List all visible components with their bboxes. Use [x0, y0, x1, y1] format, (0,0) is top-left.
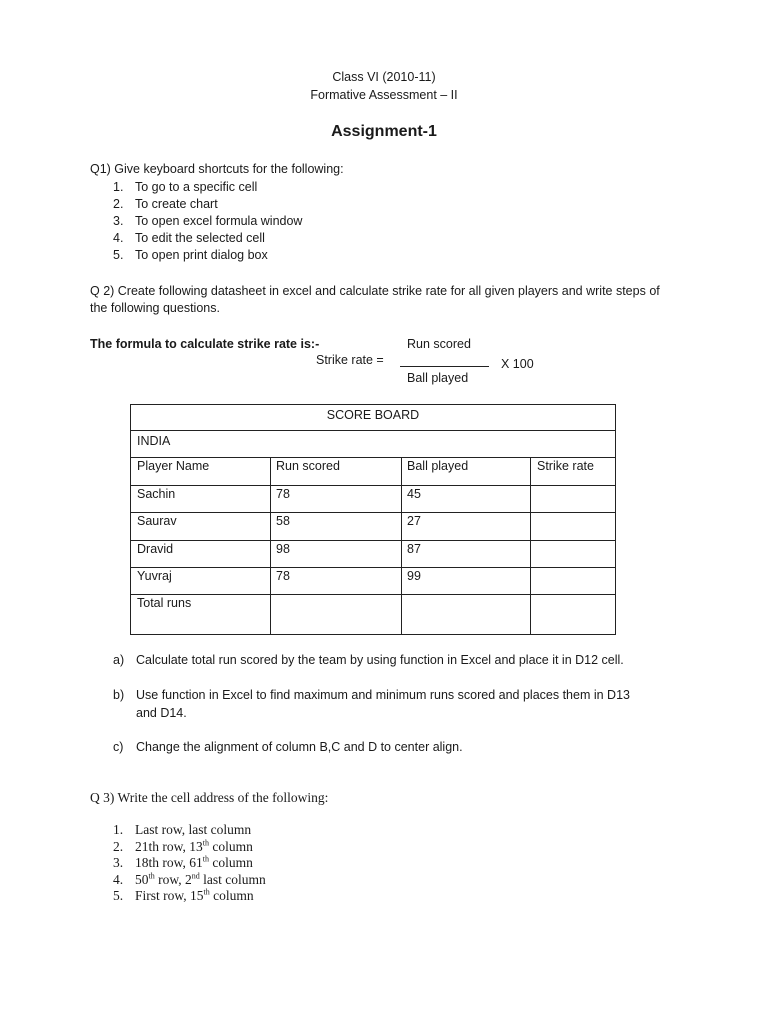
- formula-intro: The formula to calculate strike rate is:-: [90, 337, 320, 351]
- task-b-text-line-2: and D14.: [136, 706, 187, 720]
- column-header: Player Name: [137, 459, 210, 473]
- q3-item: [113, 822, 251, 838]
- table-rule: [530, 457, 531, 634]
- q3-item-text: 18th row, 61: [135, 855, 203, 870]
- table-rule: [131, 594, 615, 595]
- q3-item-number: 1.: [113, 822, 124, 837]
- table-rule: [131, 485, 615, 486]
- formula-multiplier: X 100: [501, 357, 534, 371]
- q1-item-number: 5.: [113, 248, 124, 262]
- table-cell: 78: [276, 487, 290, 501]
- formula-denominator: Ball played: [407, 371, 469, 385]
- table-cell: 99: [407, 569, 421, 583]
- q3-item-text: 50: [135, 872, 149, 887]
- table-cell: 58: [276, 514, 290, 528]
- q1-item-number: 4.: [113, 231, 124, 245]
- q3-item: [113, 839, 253, 855]
- q3-item: [113, 855, 253, 871]
- q1-item-text: To create chart: [135, 197, 218, 211]
- q3-item-text: column: [208, 839, 253, 854]
- table-rule: [401, 457, 402, 634]
- q1-item-number: 2.: [113, 197, 124, 211]
- q1-item: [113, 231, 265, 245]
- table-cell: Sachin: [137, 487, 176, 501]
- formula-numerator: Run scored: [407, 337, 471, 351]
- table-rule: [131, 567, 615, 568]
- q3-item-superscript: nd: [191, 871, 200, 881]
- table-cell: 87: [407, 542, 421, 556]
- q1-item-text: To edit the selected cell: [135, 231, 265, 245]
- task-a-label: a): [113, 653, 125, 667]
- q1-item-text: To open print dialog box: [135, 248, 268, 262]
- table-rule: [270, 457, 271, 634]
- q1-item: [113, 180, 257, 194]
- class-line: Class VI (2010-11): [332, 70, 436, 84]
- fraction-bar: [400, 366, 489, 367]
- q3-item-superscript: th: [203, 887, 210, 897]
- strike-rate-label: Strike rate =: [316, 353, 384, 367]
- q3-item-number: 4.: [113, 872, 124, 887]
- table-rule: [131, 512, 615, 513]
- q3-item-number: 3.: [113, 855, 124, 870]
- q3-item-superscript: th: [202, 838, 209, 848]
- table-cell: Yuvraj: [137, 569, 172, 583]
- q1-item-text: To go to a specific cell: [135, 180, 258, 194]
- q3-item-number: 5.: [113, 888, 124, 903]
- q3-item-superscript: th: [202, 854, 209, 864]
- table-cell: 78: [276, 569, 290, 583]
- table-rule: [131, 457, 615, 458]
- q3-item-text: last column: [199, 872, 266, 887]
- column-header: Strike rate: [537, 459, 594, 473]
- total-runs-label: Total runs: [137, 596, 192, 610]
- q3-item-text: column: [208, 855, 253, 870]
- q1-item-number: 3.: [113, 214, 124, 228]
- q1-item-text: To open excel formula window: [135, 214, 303, 228]
- table-rule: [131, 540, 615, 541]
- task-c-label: c): [113, 740, 124, 754]
- column-header: Run scored: [276, 459, 340, 473]
- q3-item-number: 2.: [113, 839, 124, 854]
- q1-item: [113, 248, 268, 262]
- q3-heading: Q 3) Write the cell address of the following:: [90, 790, 329, 805]
- q3-item: [113, 888, 254, 904]
- q2-line-2: the following questions.: [90, 301, 220, 315]
- q3-item-text: Last row, last column: [135, 822, 252, 837]
- q1-item: [113, 214, 302, 228]
- q2-line-1: Q 2) Create following datasheet in excel and calculate strike rate for all given players and write steps of: [90, 284, 660, 298]
- table-cell: 45: [407, 487, 421, 501]
- table-cell: 27: [407, 514, 421, 528]
- table-cell: Saurav: [137, 514, 177, 528]
- task-b-label: b): [113, 688, 125, 702]
- table-cell: Dravid: [137, 542, 174, 556]
- page-title: Assignment-1: [331, 123, 437, 140]
- q1-heading: Q1) Give keyboard shortcuts for the following:: [90, 162, 344, 176]
- q3-item-text: column: [209, 888, 254, 903]
- table-rule: [131, 430, 615, 431]
- q3-item-text: row, 2: [154, 872, 192, 887]
- task-c-text: Change the alignment of column B,C and D to center align.: [136, 740, 463, 754]
- team-name: INDIA: [137, 434, 171, 448]
- task-a-text: Calculate total run scored by the team by using function in Excel and place it in D12 cell.: [136, 653, 624, 667]
- q3-item: [113, 872, 266, 888]
- column-header: Ball played: [407, 459, 469, 473]
- q1-item-number: 1.: [113, 180, 124, 194]
- q3-item-text: 21th row, 13: [135, 839, 203, 854]
- score-board-table: [130, 404, 616, 635]
- q3-item-text: First row, 15: [135, 888, 204, 903]
- q3-item-superscript: th: [148, 871, 155, 881]
- table-cell: 98: [276, 542, 290, 556]
- q1-item: [113, 197, 218, 211]
- score-board-title: SCORE BOARD: [326, 408, 420, 422]
- assessment-line: Formative Assessment – II: [310, 88, 458, 102]
- task-b-text-line-1: Use function in Excel to find maximum and minimum runs scored and places them in D13: [136, 688, 630, 702]
